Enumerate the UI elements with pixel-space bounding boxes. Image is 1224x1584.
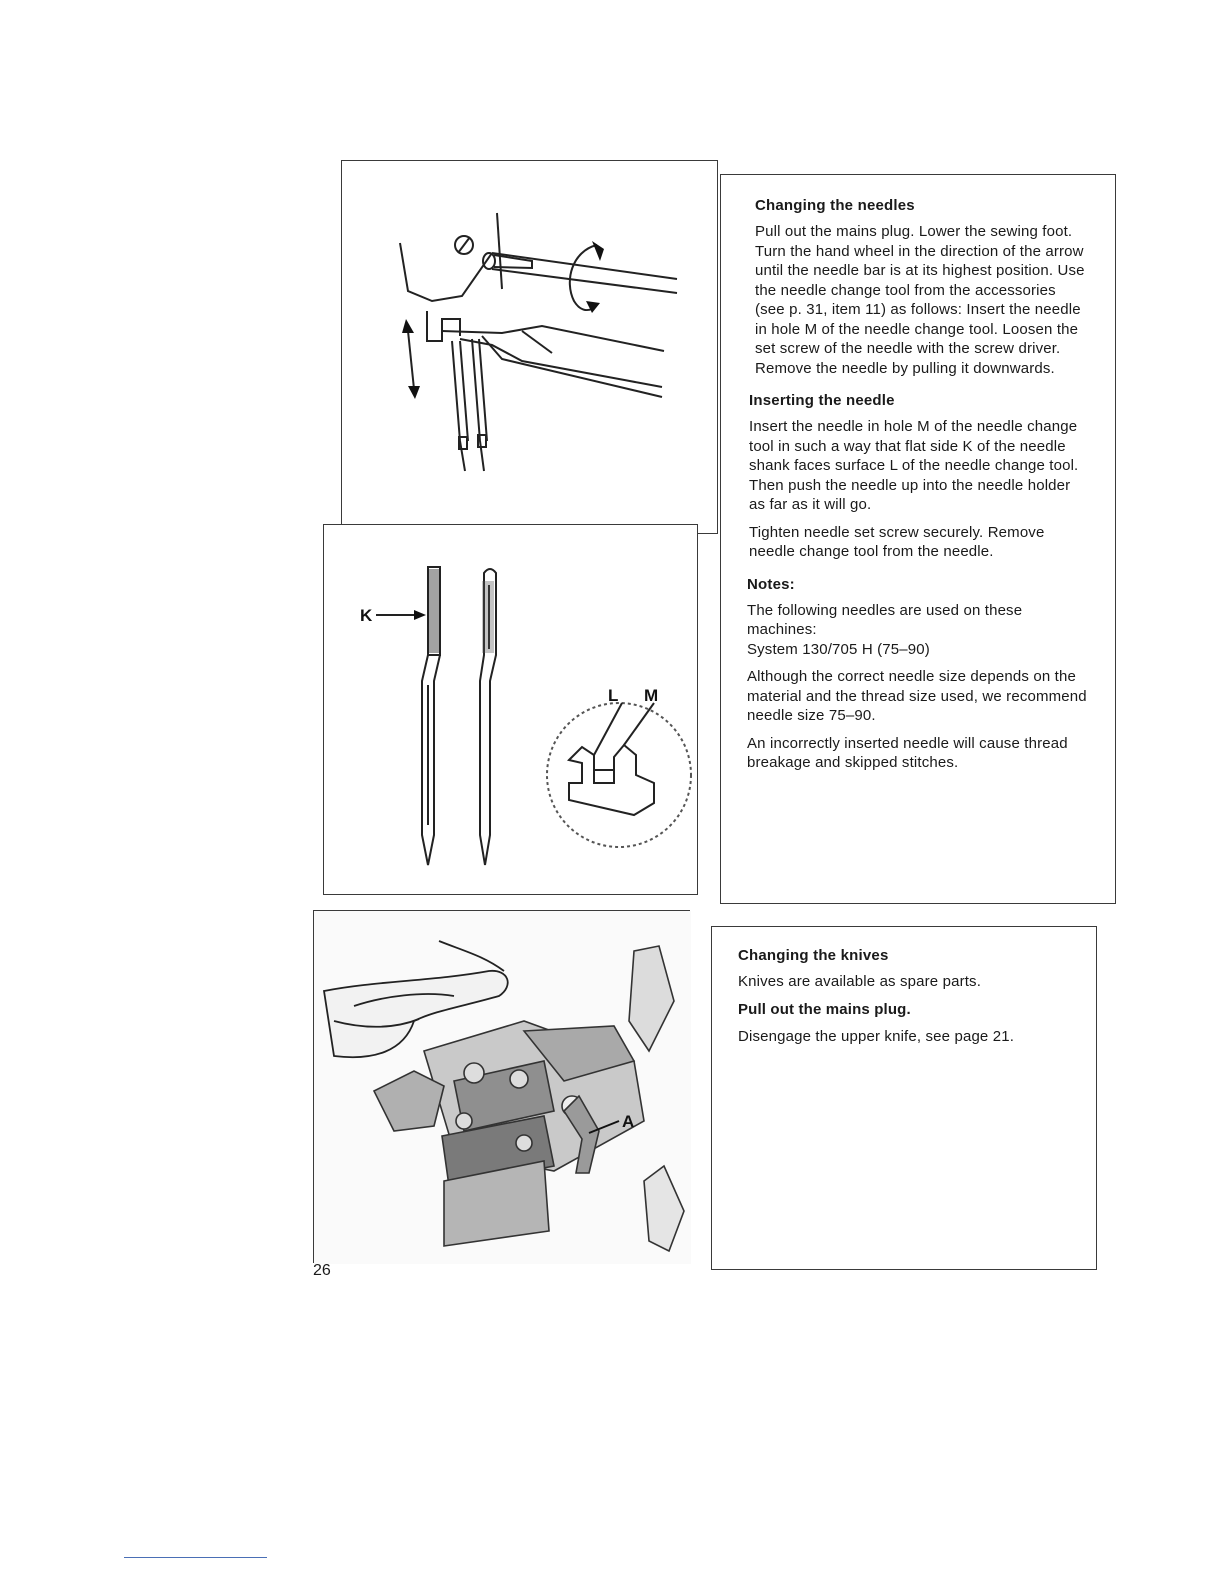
needle-detail-illustration [324,525,699,896]
notes-needles-used: The following needles are used on these machines: [747,601,1023,638]
label-l: L [608,686,619,705]
heading-changing-knives: Changing the knives [738,947,889,964]
figure-needle-change [341,160,718,534]
figure-knife-change [313,910,690,1263]
section-inserting-needle [749,392,1089,562]
needle-change-illustration [342,161,719,535]
heading-changing-needles: Changing the needles [755,197,915,214]
panel-needle-instructions [720,174,1116,904]
section-changing-needles [755,197,1089,378]
section-notes [747,576,1089,773]
tighten-screw-text: Tighten needle set screw securely. Remove needle change tool from the needle. [749,523,1045,560]
knife-change-illustration [314,911,691,1264]
label-a: A [622,1112,635,1131]
label-k: K [360,606,373,625]
page-number: 26 [313,1262,331,1279]
knives-pull-plug: Pull out the mains plug. [738,1000,911,1018]
notes-needle-system: System 130/705 H (75–90) [747,640,930,658]
knives-disengage: Disengage the upper knife, see page 21. [738,1028,1015,1045]
knives-spare-parts: Knives are available as spare parts. [738,973,982,990]
figure-needle-detail [323,524,698,895]
label-m: M [644,686,659,705]
footer-rule [124,1557,267,1558]
heading-notes: Notes: [747,575,795,593]
changing-needles-text: Pull out the mains plug. Lower the sewing foot. Turn the hand wheel in the direction of the arrow until the needle bar is at its highest position. Use the needle change tool from the accessories (see p. 31, item 11) as follows: Insert the needle in hole M of the needle change tool. Loosen the set screw of the needle with the screw driver. Remove the needle by pulling it downwards. [755,223,1085,377]
panel-knife-instructions [711,926,1097,1270]
notes-needle-size: Although the correct needle size depends on the material and the thread size used, we recommend needle size 75–90. [747,668,1087,724]
notes-incorrect-needle: An incorrectly inserted needle will cause thread breakage and skipped stitches. [747,734,1068,771]
inserting-needle-text: Insert the needle in hole M of the needle change tool in such a way that flat side K of the needle shank faces surface L of the needle change tool. Then push the needle up into the needle holder as far as it will go. [749,418,1079,513]
heading-inserting-needle: Inserting the needle [749,392,895,409]
